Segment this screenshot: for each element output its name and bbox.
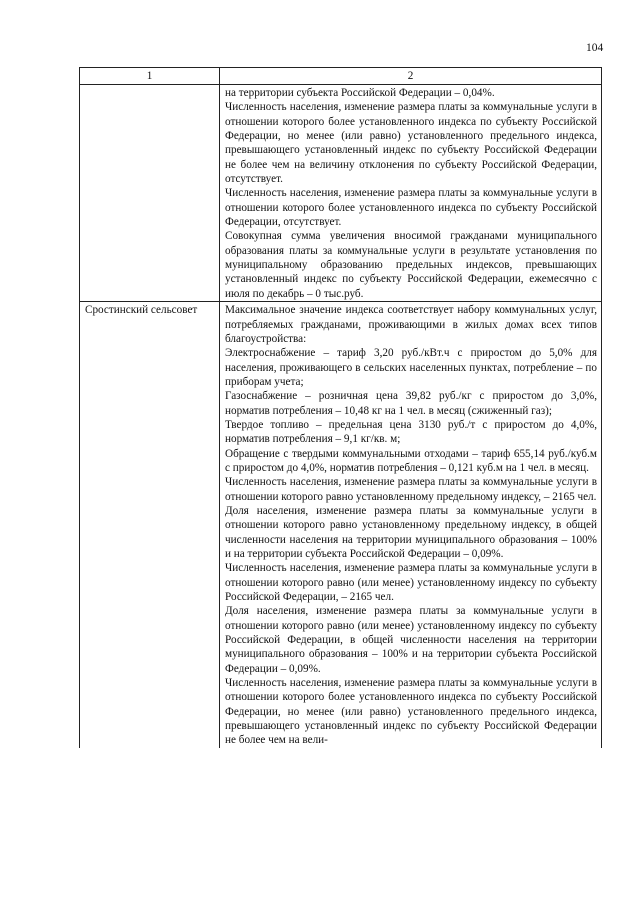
paragraph: Доля населения, изменение размера платы за коммунальные услуги в отношении которого равно установленному предельному индексу, в общей численности населения на территории муниципального образования – 100% и на территории субъекта Российской Федерации – 0,09%. xyxy=(225,504,597,560)
municipality-cell: Сростинский сельсовет xyxy=(80,302,220,748)
paragraph: Совокупная сумма увеличения вносимой гражданами муниципального образования платы за коммунальные услуги в результате установления по муниципальному образованию предельных индексов, превышающих установленный индекс по субъекту Российской Федерации, ежемесячно с июля по декабрь – 0 тыс.руб. xyxy=(225,230,597,300)
municipality-cell xyxy=(80,85,220,302)
paragraph: Твердое топливо – предельная цена 3130 руб./т с приростом до 4,0%, норматив потребления – 9,1 кг/кв. м; xyxy=(225,418,597,446)
paragraph: Электроснабжение – тариф 3,20 руб./кВт.ч с приростом до 5,0% для населения, проживающего в сельских населенных пунктах, потребление – по приборам учета; xyxy=(225,347,597,388)
column-header-2: 2 xyxy=(220,68,602,85)
paragraph: на территории субъекта Российской Федерации – 0,04%. xyxy=(225,87,495,99)
table-row xyxy=(80,302,602,748)
page-number: 104 xyxy=(586,42,604,54)
paragraph: Газоснабжение – розничная цена 39,82 руб./кг с приростом до 3,0%, норматив потребления – 10,48 кг на 1 чел. в месяц (сжиженный газ); xyxy=(225,390,597,417)
paragraph: Доля населения, изменение размера платы за коммунальные услуги в отношении которого равно (или менее) установленному индексу по субъекту Российской Федерации, в общей численности населения на территории муниципального образования – 100% и на территории субъекта Российской Федерации – 0,09%. xyxy=(225,605,597,675)
paragraph: Максимальное значение индекса соответствует набору коммунальных услуг, потребляемых гражданами, проживающими в жилых домах всех типов благоустройства: xyxy=(225,304,597,345)
description-cell xyxy=(220,85,602,302)
paragraph: Обращение с твердыми коммунальными отходами – тариф 655,14 руб./куб.м с приростом до 4,0%, норматив потребления – 0,121 куб.м на 1 чел. в месяц. xyxy=(225,447,597,474)
paragraph: Численность населения, изменение размера платы за коммунальные услуги в отношении которого равно установленному предельному индексу, – 2165 чел. xyxy=(225,476,597,503)
header-row xyxy=(80,68,602,85)
table-row xyxy=(80,85,602,302)
document-table xyxy=(79,67,601,748)
index-table xyxy=(79,67,602,748)
paragraph: Численность населения, изменение размера платы за коммунальные услуги в отношении которого более установленного индекса по субъекту Российской Федерации, отсутствует. xyxy=(225,187,597,229)
paragraph: Численность населения, изменение размера платы за коммунальные услуги в отношении которого более установленного индекса по субъекту Российской Федерации, но менее (или равно) установленного предельного индекса, превышающего установленный индекс по субъекту Российской Федерации не более чем на величину отклонения по субъекту Российской Федерации, отсутствует. xyxy=(225,101,597,186)
paragraph: Численность населения, изменение размера платы за коммунальные услуги в отношении которого равно (или менее) установленному индексу по субъекту Российской Федерации, – 2165 чел. xyxy=(225,562,597,604)
column-header-1: 1 xyxy=(80,68,220,85)
paragraph: Численность населения, изменение размера платы за коммунальные услуги в отношении которого более установленного индекса по субъекту Российской Федерации, но менее (или равно) установленного предельного индекса, превышающего установленный индекс по субъекту Российской Федерации не более чем на вели- xyxy=(225,677,597,747)
description-cell xyxy=(220,302,602,748)
